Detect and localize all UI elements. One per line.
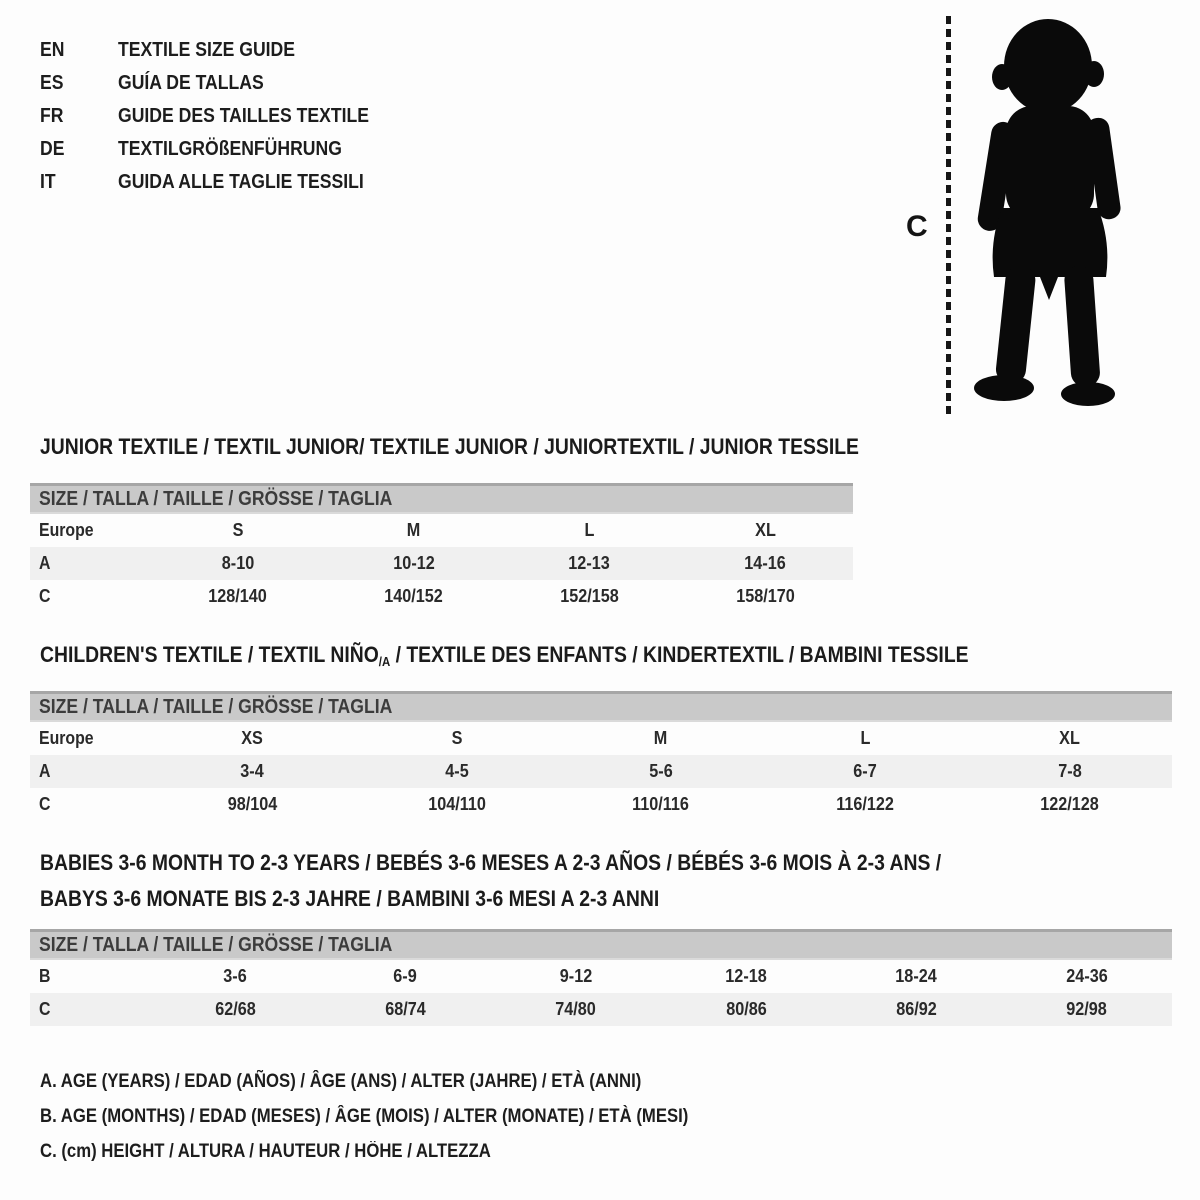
size-cell: XS — [241, 728, 264, 748]
height-measure-label: C — [906, 210, 928, 243]
legend-line-c: C. (cm) HEIGHT / ALTURA / HAUTEUR / HÖHE / ALTEZZA — [40, 1140, 491, 1162]
language-code: ES — [40, 72, 64, 94]
row-label: Europe — [39, 728, 94, 748]
height-cell: 62/68 — [214, 999, 256, 1019]
table-row-months — [30, 960, 1172, 993]
table-row-height — [30, 788, 1172, 821]
junior-section-title: JUNIOR TEXTILE / TEXTIL JUNIOR/ TEXTILE JUNIOR / JUNIORTEXTIL / JUNIOR TESSILE — [40, 434, 859, 459]
size-cell: L — [860, 728, 871, 748]
row-label: A — [39, 553, 51, 573]
language-label: TEXTILE SIZE GUIDE — [118, 39, 296, 61]
language-label: GUIDA ALLE TAGLIE TESSILI — [118, 171, 364, 193]
height-cell: 116/122 — [836, 794, 895, 814]
age-cell: 8-10 — [221, 553, 255, 573]
language-label: GUÍA DE TALLAS — [118, 72, 264, 94]
language-label: TEXTILGRÖßENFÜHRUNG — [118, 138, 342, 160]
size-header-bar: SIZE / TALLA / TAILLE / GRÖSSE / TAGLIA — [30, 929, 1172, 960]
babies-size-table — [30, 929, 1172, 1026]
language-code: FR — [40, 105, 64, 127]
language-code: DE — [40, 138, 65, 160]
height-cell: 92/98 — [1066, 999, 1108, 1019]
height-cell: 140/152 — [384, 586, 443, 606]
age-cell: 5-6 — [649, 761, 673, 781]
language-label: GUIDE DES TAILLES TEXTILE — [118, 105, 369, 127]
age-cell: 4-5 — [444, 761, 469, 781]
row-label: A — [39, 761, 51, 781]
language-row-fr — [40, 100, 403, 133]
height-cell: 104/110 — [427, 794, 486, 814]
age-cell: 3-6 — [223, 966, 247, 986]
size-cell: S — [451, 728, 462, 748]
age-cell: 10-12 — [392, 553, 435, 573]
children-section-title — [40, 642, 1095, 669]
language-row-de — [40, 133, 403, 166]
table-row-europe — [30, 722, 1172, 755]
language-code: IT — [40, 171, 56, 193]
language-row-en — [40, 34, 403, 67]
babies-title-line1: BABIES 3-6 MONTH TO 2-3 YEARS / BEBÉS 3-6 MESES A 2-3 AÑOS / BÉBÉS 3-6 MOIS À 2-3 ANS / — [40, 850, 942, 875]
table-row-age — [30, 547, 853, 580]
legend-line-a: A. AGE (YEARS) / EDAD (AÑOS) / ÂGE (ANS) / ALTER (JAHRE) / ETÀ (ANNI) — [40, 1070, 642, 1092]
age-cell: 14-16 — [744, 553, 786, 573]
height-cell: 80/86 — [725, 999, 767, 1019]
size-cell: XL — [754, 520, 776, 540]
age-cell: 12-13 — [568, 553, 611, 573]
language-code: EN — [40, 39, 65, 61]
height-cell: 110/116 — [632, 794, 690, 814]
height-dashed-line — [946, 16, 951, 415]
height-cell: 152/158 — [560, 586, 619, 606]
size-cell: S — [232, 520, 244, 540]
size-cell: L — [584, 520, 595, 540]
size-header-bar: SIZE / TALLA / TAILLE / GRÖSSE / TAGLIA — [30, 691, 1172, 722]
children-title-text: CHILDREN'S TEXTILE / TEXTIL NIÑO — [40, 642, 379, 667]
age-cell: 18-24 — [895, 966, 938, 986]
age-cell: 24-36 — [1066, 966, 1108, 986]
height-cell: 128/140 — [208, 586, 268, 606]
row-label: C — [39, 586, 51, 606]
language-row-es — [40, 67, 403, 100]
height-cell: 68/74 — [385, 999, 426, 1019]
language-row-it — [40, 166, 403, 199]
size-cell: M — [406, 520, 421, 540]
legend — [40, 1064, 777, 1169]
table-row-age — [30, 755, 1172, 788]
height-cell: 158/170 — [735, 586, 795, 606]
junior-size-table — [30, 483, 853, 613]
height-cell: 98/104 — [227, 794, 277, 814]
toddler-silhouette-icon — [960, 14, 1140, 414]
children-size-table — [30, 691, 1172, 821]
babies-title-line2: BABYS 3-6 MONATE BIS 2-3 JAHRE / BAMBINI 3-6 MESI A 2-3 ANNI — [40, 886, 660, 911]
age-cell: 3-4 — [240, 761, 264, 781]
height-cell: 74/80 — [555, 999, 597, 1019]
children-title-text: / TEXTILE DES ENFANTS / KINDERTEXTIL / BAMBINI TESSILE — [390, 642, 969, 667]
row-label: Europe — [39, 520, 94, 540]
table-row-height — [30, 580, 853, 613]
size-header-bar: SIZE / TALLA / TAILLE / GRÖSSE / TAGLIA — [30, 483, 853, 514]
legend-line-b: B. AGE (MONTHS) / EDAD (MESES) / ÂGE (MOIS) / ALTER (MONATE) / ETÀ (MESI) — [40, 1105, 689, 1127]
age-cell: 9-12 — [559, 966, 593, 986]
row-label: C — [39, 794, 51, 814]
row-label: B — [39, 966, 51, 986]
age-cell: 12-18 — [725, 966, 767, 986]
table-row-europe — [30, 514, 853, 547]
babies-section-title — [40, 845, 1064, 917]
table-row-height — [30, 993, 1172, 1026]
age-cell: 7-8 — [1058, 761, 1082, 781]
age-cell: 6-7 — [853, 761, 878, 781]
age-cell: 6-9 — [393, 966, 418, 986]
children-title-sub: /A — [378, 654, 391, 669]
size-cell: M — [654, 728, 668, 748]
height-cell: 86/92 — [896, 999, 937, 1019]
size-cell: XL — [1059, 728, 1081, 748]
row-label: C — [39, 999, 51, 1019]
height-cell: 122/128 — [1040, 794, 1100, 814]
language-header — [40, 34, 403, 199]
